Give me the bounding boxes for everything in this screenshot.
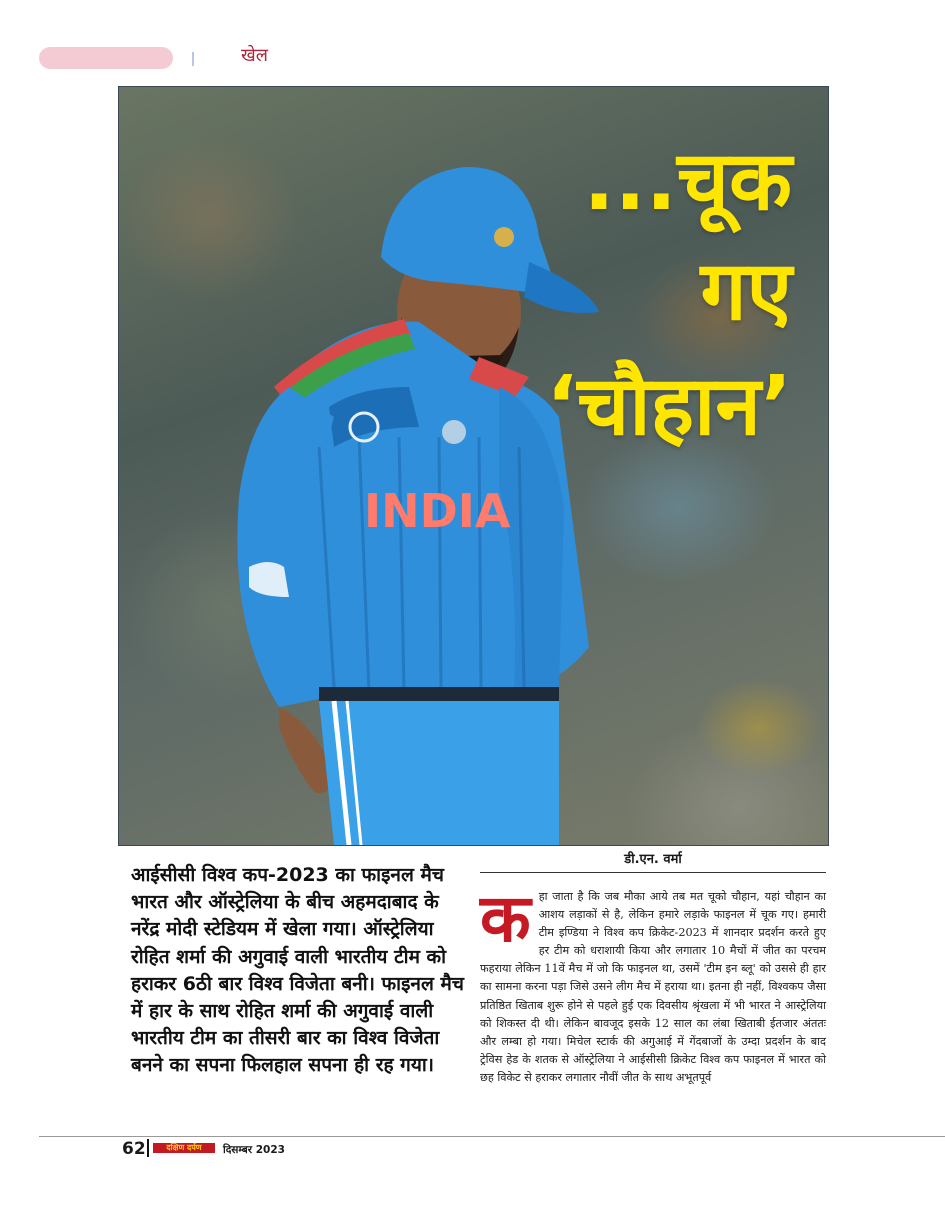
article-body <box>480 880 826 1087</box>
headline-line-2: गए <box>700 244 792 339</box>
header-divider <box>192 52 194 66</box>
footer-rule <box>39 1136 945 1137</box>
byline: डी.एन. वर्मा <box>480 850 826 873</box>
section-label: खेल <box>241 45 268 66</box>
magazine-logo: दक्षिण दर्पण <box>153 1143 215 1153</box>
footer-separator <box>147 1139 149 1157</box>
hero-headline <box>392 127 792 467</box>
page-number: 62 <box>122 1139 146 1159</box>
headline-line-3: ‘चौहान’ <box>546 359 792 454</box>
issue-date: दिसम्बर 2023 <box>223 1144 285 1156</box>
lede-paragraph: आईसीसी विश्व कप-2023 का फाइनल मैच भारत और ऑस्ट्रेलिया के बीच अहमदाबाद के नरेंद्र मोदी स्टेडियम में खेला गया। ऑस्ट्रेलिया रोहित शर्मा की अगुवाई वाली भारतीय टीम को हराकर 6ठी बार विश्व विजेता बनी। फाइनल मैच में हार के साथ रोहित शर्मा की अगुवाई वाली भारतीय टीम का तीसरी बार का विश्व विजेता बनने का सपना फिलहाल सपना ही रह गया। <box>131 864 464 1077</box>
jersey-text: INDIA <box>364 484 511 538</box>
section-tab-pill <box>39 47 173 69</box>
article-body-text: हा जाता है कि जब मौका आये तब मत चूको चौहान, यहां चौहान का आशय लड़ाकों से है, लेकिन हमारे लड़ाके फाइनल में चूक गए। हमारी टीम इण्डिया ने विश्व कप क्रिकेट-2023 में शानदार प्रदर्शन करते हुए हर टीम को धराशायी किया और लगातार 10 मैचों में जीत का परचम फहराया लेकिन 11वें मैच में जो कि फाइनल था, उसमें 'टीम इन ब्लू' को उससे ही हार का सामना करना पड़ा जिसे उसने लीग मैच में हराया था। इतना ही नहीं, विश्वकप जैसा प्रतिष्ठित खिताब शुरू होने से पहले हुई एक दिवसीय श्रृंखला में भी भारत ने आस्ट्रेलिया को शिकस्त दी थी। लेकिन बावजूद इसके 12 साल का लंबा खिताबी ईतजार अंततः और लम्बा हो गया। मिचेल स्टार्क की अगुआई में गेंदबाजों के उम्दा प्रदर्शन के बाद ट्रेविस हेड के शतक से ऑस्ट्रेलिया ने आईसीसी क्रिकेट विश्व कप फाइनल में भारत को छह विकेट से हराकर लगातार नौवीं जीत के साथ अभूतपूर्व <box>480 890 826 1084</box>
headline-line-1: ...चूक <box>583 134 792 229</box>
drop-cap: क <box>480 880 531 957</box>
hero-photo <box>118 86 829 846</box>
